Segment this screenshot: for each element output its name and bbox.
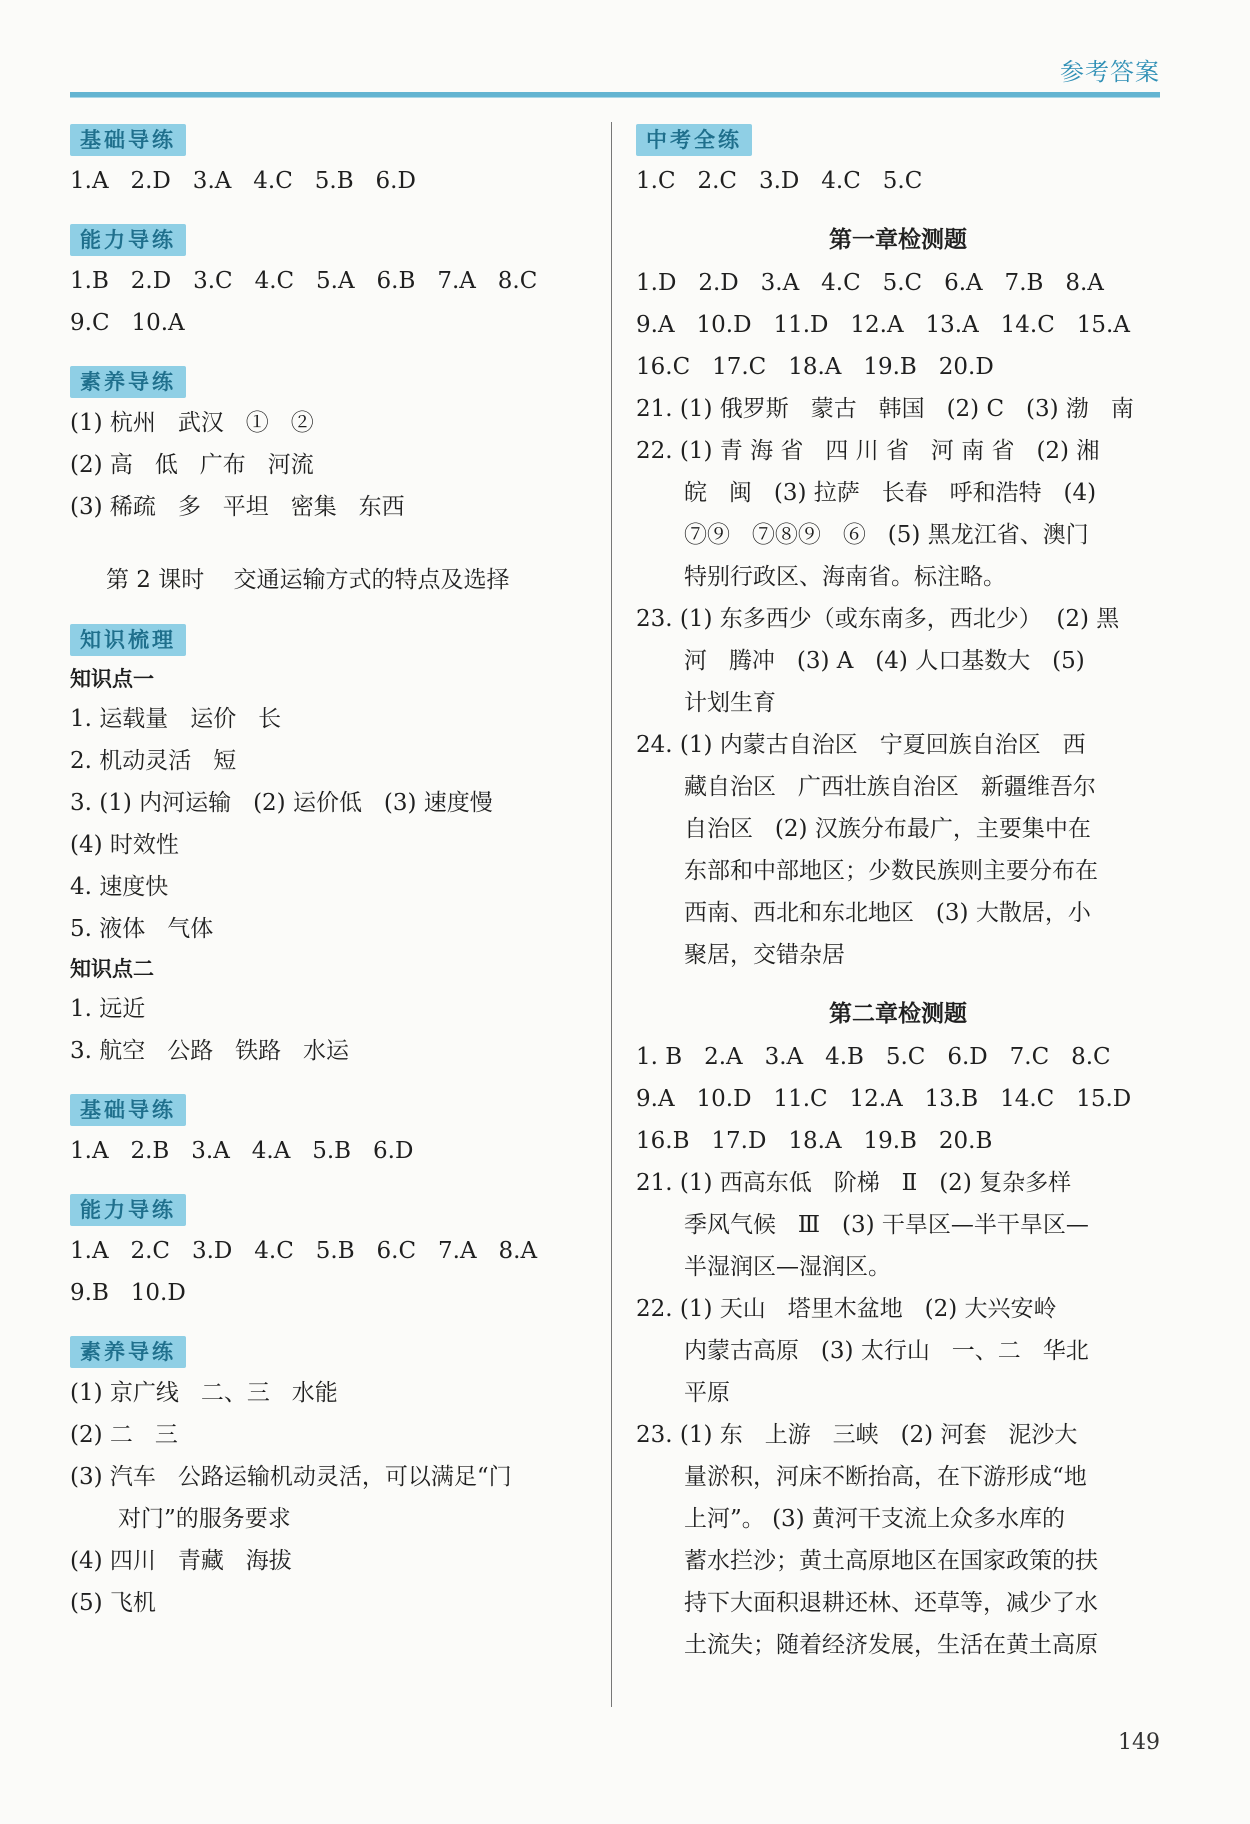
section-tag: 基础导练 [70, 124, 186, 156]
answer-line: ⑦⑨ ⑦⑧⑨ ⑥ (5) 黑龙江省、澳门 [684, 522, 1089, 548]
answer-line: 5. 液体 气体 [70, 916, 214, 942]
answer-line: 3. 航空 公路 铁路 水运 [70, 1038, 350, 1064]
answer-line: 半湿润区—湿润区。 [684, 1254, 891, 1280]
answer-line: 对门”的服务要求 [118, 1506, 291, 1532]
answer-line: 西南、西北和东北地区 (3) 大散居，小 [684, 900, 1091, 926]
chapter-test-title: 第二章检测题 [829, 1000, 967, 1027]
knowledge-point-heading: 知识点一 [70, 666, 154, 691]
left-column [70, 118, 590, 1624]
answer-line: 1.D 2.D 3.A 4.C 5.C 6.A 7.B 8.A [636, 270, 1104, 296]
lesson-title: 第 2 课时 交通运输方式的特点及选择 [106, 567, 510, 593]
answer-line: 1. B 2.A 3.A 4.B 5.C 6.D 7.C 8.C [636, 1044, 1111, 1070]
answer-line: 季风气候 Ⅲ (3) 干旱区—半干旱区— [684, 1212, 1089, 1238]
answer-line: 1.A 2.D 3.A 4.C 5.B 6.D [70, 168, 416, 194]
column-divider [611, 122, 612, 1707]
page-number: 149 [1118, 1730, 1160, 1755]
answer-line: 21. (1) 俄罗斯 蒙古 韩国 (2) C (3) 渤 南 [636, 396, 1134, 422]
answer-line: 平原 [684, 1380, 730, 1406]
answer-line: 土流失；随着经济发展，生活在黄土高原 [684, 1632, 1098, 1658]
answer-line: (3) 稀疏 多 平坦 密集 东西 [70, 494, 405, 520]
section-tag: 能力导练 [70, 1194, 186, 1226]
answer-line: 9.A 10.D 11.D 12.A 13.A 14.C 15.A [636, 312, 1130, 338]
answer-line: (1) 杭州 武汉 ① ② [70, 410, 314, 436]
answer-line: 4. 速度快 [70, 874, 169, 900]
answer-line: (2) 高 低 广布 河流 [70, 452, 314, 478]
answer-line: (2) 二 三 [70, 1422, 178, 1448]
right-column [636, 118, 1160, 1666]
header-rule [70, 92, 1160, 98]
answer-line: 16.C 17.C 18.A 19.B 20.D [636, 354, 994, 380]
answer-line: 9.B 10.D [70, 1280, 186, 1306]
answer-line: 皖 闽 (3) 拉萨 长春 呼和浩特 (4) [684, 480, 1097, 506]
answer-line: 23. (1) 东 上游 三峡 (2) 河套 泥沙大 [636, 1422, 1078, 1448]
section-tag: 素养导练 [70, 1336, 186, 1368]
answer-line: (5) 飞机 [70, 1590, 156, 1616]
section-tag: 中考全练 [636, 124, 752, 156]
section-tag: 素养导练 [70, 366, 186, 398]
section-tag: 知识梳理 [70, 624, 186, 656]
knowledge-point-heading: 知识点二 [70, 956, 154, 981]
answer-line: 23. (1) 东多西少（或东南多，西北少） (2) 黑 [636, 606, 1120, 632]
answer-line: 内蒙古高原 (3) 太行山 一、二 华北 [684, 1338, 1089, 1364]
answer-line: 1. 远近 [70, 996, 146, 1022]
header-title: 参考答案 [1060, 58, 1160, 86]
answer-line: 1.C 2.C 3.D 4.C 5.C [636, 168, 923, 194]
answer-line: 9.A 10.D 11.C 12.A 13.B 14.C 15.D [636, 1086, 1132, 1112]
answer-line: (4) 时效性 [70, 832, 179, 858]
answer-line: 1.A 2.B 3.A 4.A 5.B 6.D [70, 1138, 414, 1164]
answer-line: 自治区 (2) 汉族分布最广，主要集中在 [684, 816, 1091, 842]
answer-line: (4) 四川 青藏 海拔 [70, 1548, 292, 1574]
answer-line: 21. (1) 西高东低 阶梯 Ⅱ (2) 复杂多样 [636, 1170, 1072, 1196]
answer-line: 上河”。 (3) 黄河干支流上众多水库的 [684, 1506, 1065, 1532]
chapter-test-title: 第一章检测题 [829, 226, 967, 253]
answer-line: 22. (1) 天山 塔里木盆地 (2) 大兴安岭 [636, 1296, 1057, 1322]
answer-line: 量淤积，河床不断抬高，在下游形成“地 [684, 1464, 1087, 1490]
answer-line: 计划生育 [684, 690, 776, 716]
section-tag: 基础导练 [70, 1094, 186, 1126]
answer-line: 24. (1) 内蒙古自治区 宁夏回族自治区 西 [636, 732, 1086, 758]
answer-line: (3) 汽车 公路运输机动灵活，可以满足“门 [70, 1464, 512, 1490]
answer-line: (1) 京广线 二、三 水能 [70, 1380, 338, 1406]
answer-line: 1. 运载量 运价 长 [70, 706, 282, 732]
answer-line: 9.C 10.A [70, 310, 185, 336]
section-tag: 能力导练 [70, 224, 186, 256]
answer-line: 河 腾冲 (3) A (4) 人口基数大 (5) [684, 648, 1085, 674]
answer-line: 1.B 2.D 3.C 4.C 5.A 6.B 7.A 8.C [70, 268, 538, 294]
answer-line: 1.A 2.C 3.D 4.C 5.B 6.C 7.A 8.A [70, 1238, 538, 1264]
answer-line: 2. 机动灵活 短 [70, 748, 237, 774]
answer-line: 16.B 17.D 18.A 19.B 20.B [636, 1128, 993, 1154]
answer-line: 3. (1) 内河运输 (2) 运价低 (3) 速度慢 [70, 790, 493, 816]
answer-line: 持下大面积退耕还林、还草等，减少了水 [684, 1590, 1098, 1616]
answer-line: 22. (1) 青 海 省 四 川 省 河 南 省 (2) 湘 [636, 438, 1100, 464]
answer-line: 藏自治区 广西壮族自治区 新疆维吾尔 [684, 774, 1096, 800]
answer-line: 特别行政区、海南省。标注略。 [684, 564, 1006, 590]
answer-line: 聚居，交错杂居 [684, 942, 845, 968]
answer-line: 蓄水拦沙；黄土高原地区在国家政策的扶 [684, 1548, 1098, 1574]
answer-line: 东部和中部地区；少数民族则主要分布在 [684, 858, 1098, 884]
